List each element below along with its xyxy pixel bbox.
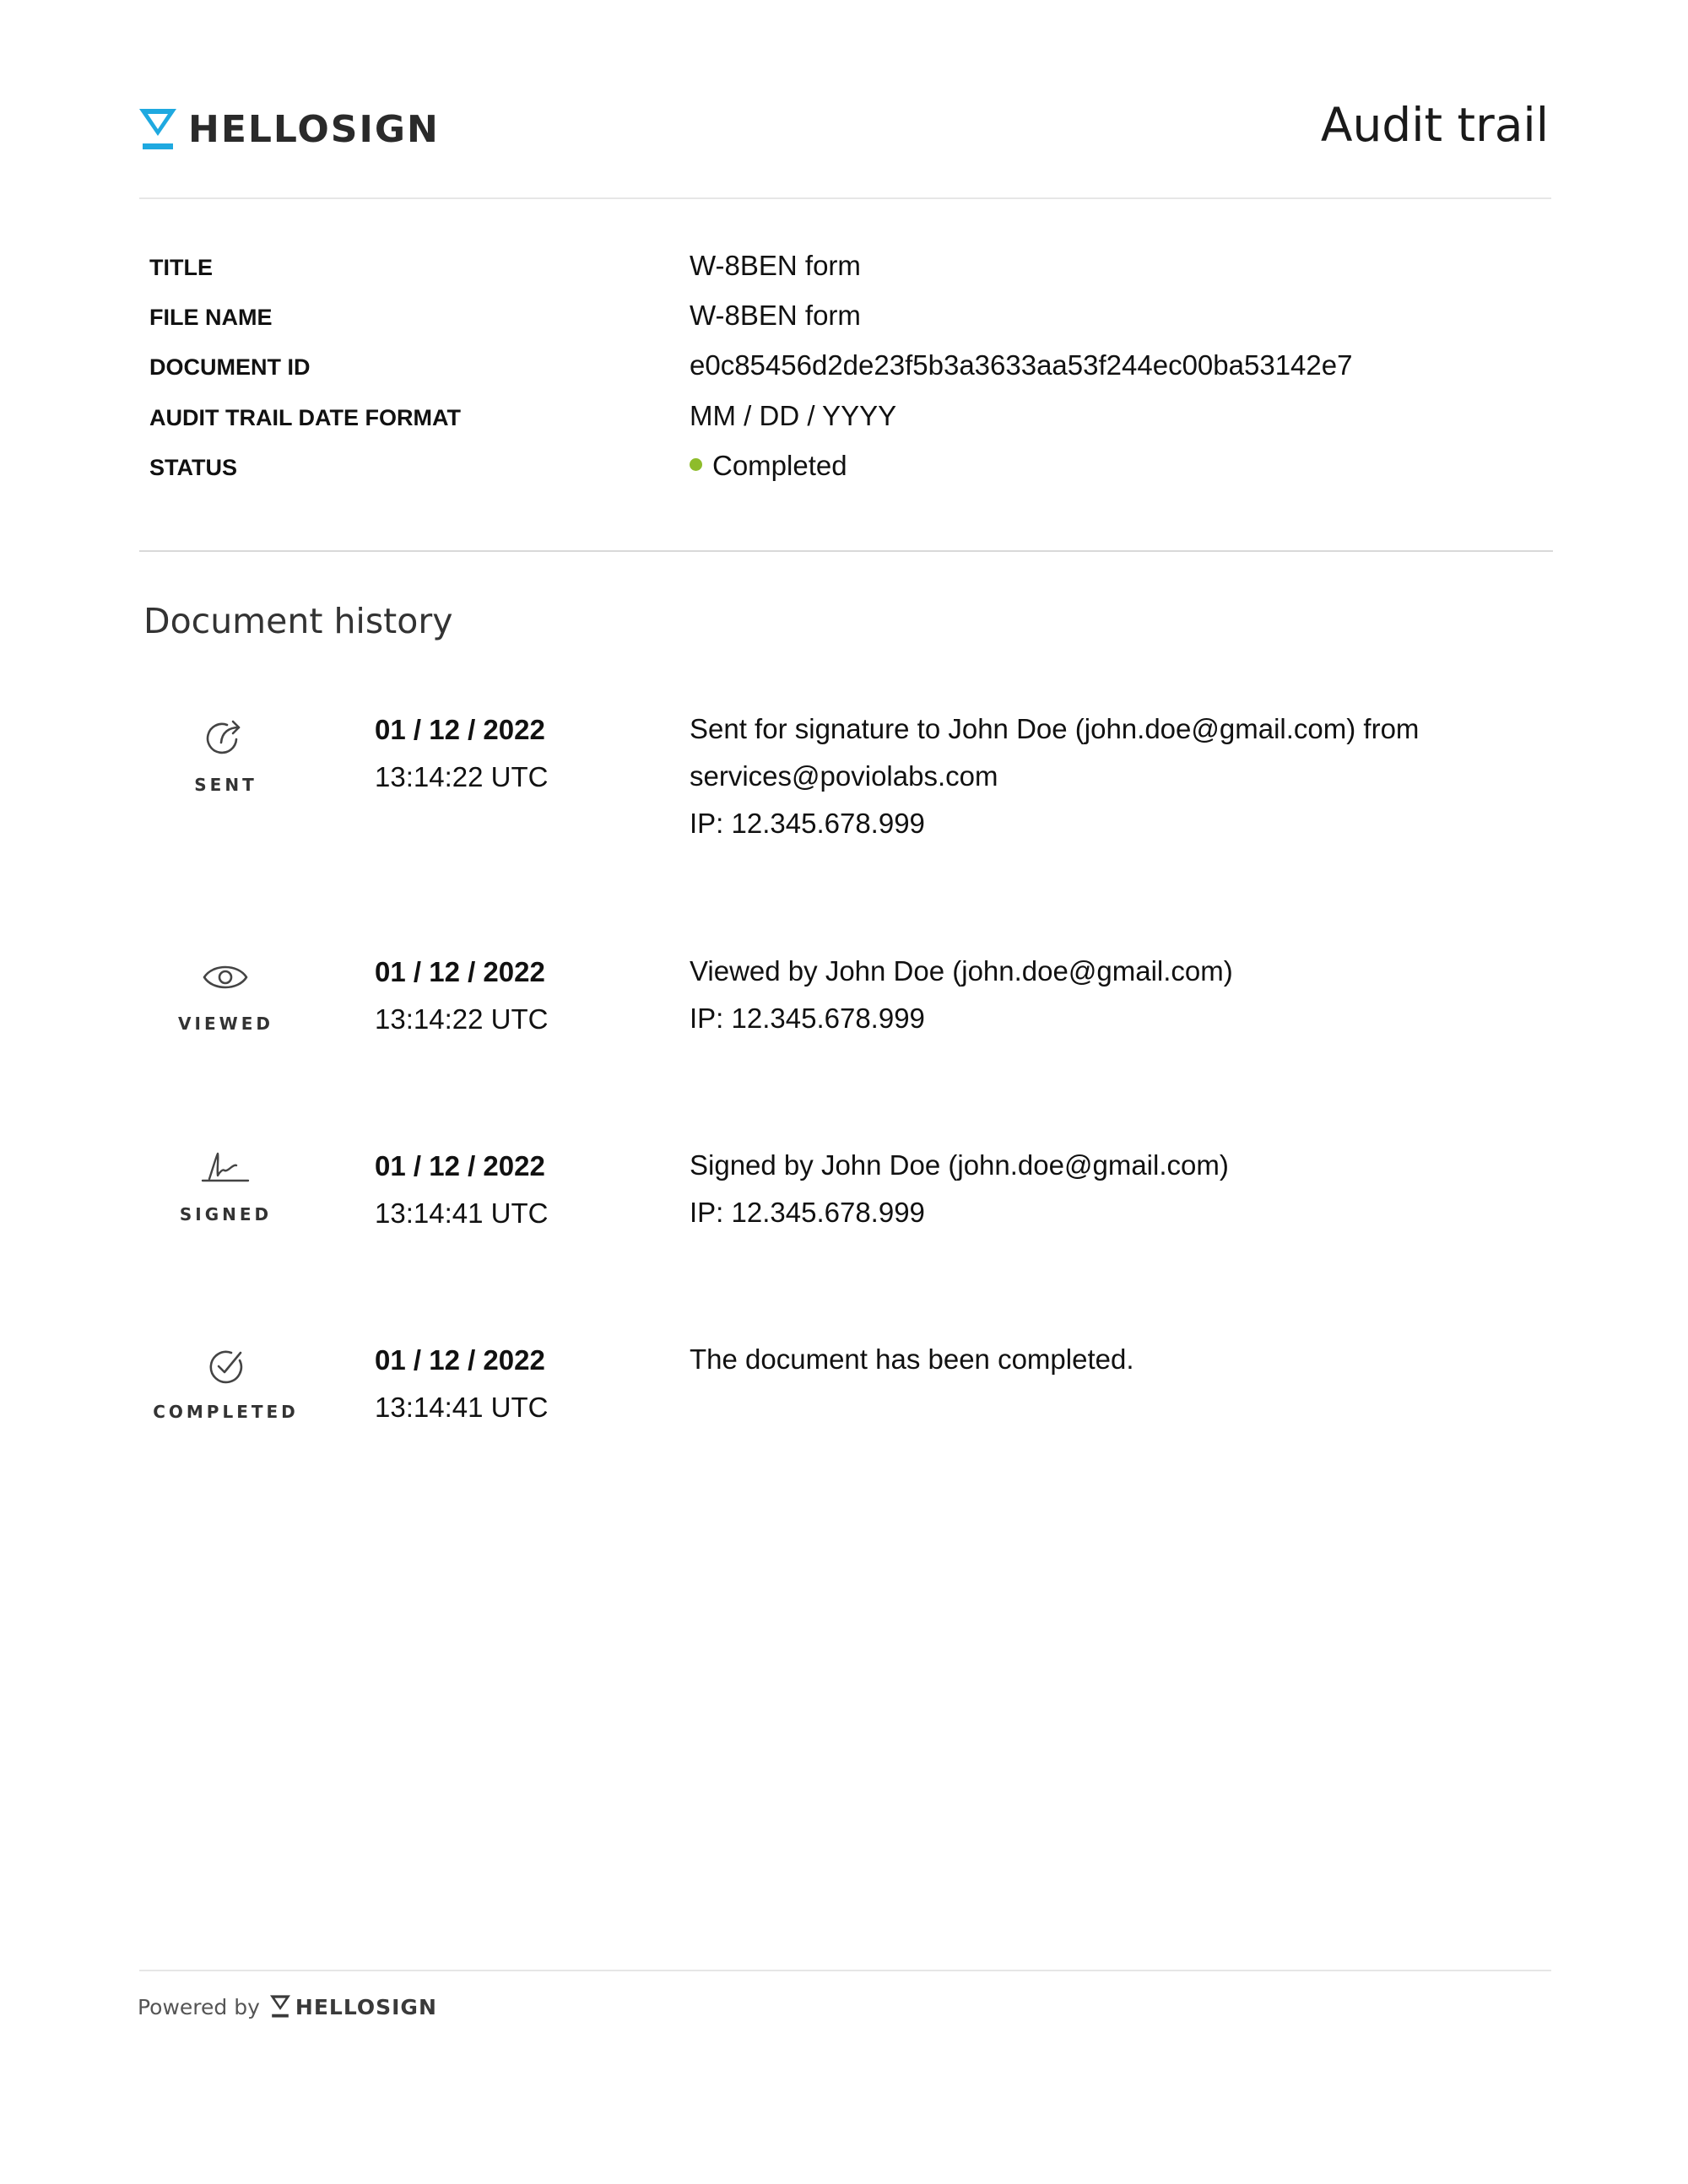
event-time: 13:14:22 UTC	[375, 1003, 549, 1035]
event-description	[690, 1142, 1229, 1236]
footer-brand-wordmark: HELLOSIGN	[295, 1994, 437, 2019]
footer-divider	[139, 1970, 1551, 1971]
event-date: 01 / 12 / 2022	[375, 956, 545, 987]
meta-label: TITLE	[149, 255, 213, 280]
hellosign-footer-logo-icon	[270, 1995, 290, 2019]
event-description	[690, 948, 1233, 1042]
footer	[138, 1992, 437, 2022]
sent-icon	[202, 714, 249, 761]
event-date: 01 / 12 / 2022	[375, 714, 545, 745]
meta-row-status	[0, 450, 1688, 484]
meta-row-date-format	[0, 400, 1688, 434]
description-line: services@poviolabs.com	[690, 760, 998, 792]
meta-label: AUDIT TRAIL DATE FORMAT	[149, 405, 461, 430]
meta-label: FILE NAME	[149, 305, 273, 330]
description-line: IP: 12.345.678.999	[690, 808, 925, 839]
status-dot-icon	[690, 458, 702, 471]
document-history-title: Document history	[143, 601, 453, 641]
event-date: 01 / 12 / 2022	[375, 1344, 545, 1376]
header-divider	[139, 197, 1551, 199]
status-value	[690, 450, 847, 482]
meta-row-file-name	[0, 300, 1688, 333]
eye-icon	[202, 954, 249, 1001]
hellosign-logo-icon	[139, 109, 176, 151]
event-type-label: VIEWED	[178, 1014, 273, 1034]
meta-value: e0c85456d2de23f5b3a3633aa53f244ec00ba53142e7	[690, 349, 1353, 381]
hellosign-logo	[139, 108, 440, 152]
event-date: 01 / 12 / 2022	[375, 1150, 545, 1181]
powered-by-text: Powered by	[138, 1994, 260, 2019]
event-time: 13:14:41 UTC	[375, 1392, 549, 1423]
meta-row-title	[0, 250, 1688, 284]
page-title: Audit trail	[1320, 98, 1549, 152]
check-circle-icon	[203, 1343, 250, 1391]
event-description	[690, 705, 1419, 847]
event-time: 13:14:22 UTC	[375, 761, 549, 792]
meta-label: DOCUMENT ID	[149, 354, 311, 380]
event-type-label: SENT	[194, 775, 257, 795]
description-line: Signed by John Doe (john.doe@gmail.com)	[690, 1149, 1229, 1181]
description-line: IP: 12.345.678.999	[690, 1197, 925, 1228]
event-description	[690, 1336, 1134, 1383]
meta-value: W-8BEN form	[690, 300, 861, 331]
signature-icon	[199, 1143, 252, 1191]
description-line: The document has been completed.	[690, 1343, 1134, 1375]
meta-value: MM / DD / YYYY	[690, 400, 897, 431]
description-line: Viewed by John Doe (john.doe@gmail.com)	[690, 955, 1233, 987]
event-type-label: SIGNED	[179, 1204, 273, 1224]
description-line: IP: 12.345.678.999	[690, 1003, 925, 1034]
status-text: Completed	[712, 450, 847, 481]
description-line: Sent for signature to John Doe (john.doe@gmail.com) from	[690, 713, 1420, 744]
event-time: 13:14:41 UTC	[375, 1197, 549, 1229]
meta-label: STATUS	[149, 455, 237, 480]
logo-wordmark: HELLOSIGN	[188, 108, 440, 151]
section-divider	[139, 550, 1553, 552]
meta-value: W-8BEN form	[690, 250, 861, 281]
meta-row-document-id	[0, 349, 1688, 383]
event-type-label: COMPLETED	[153, 1402, 299, 1422]
